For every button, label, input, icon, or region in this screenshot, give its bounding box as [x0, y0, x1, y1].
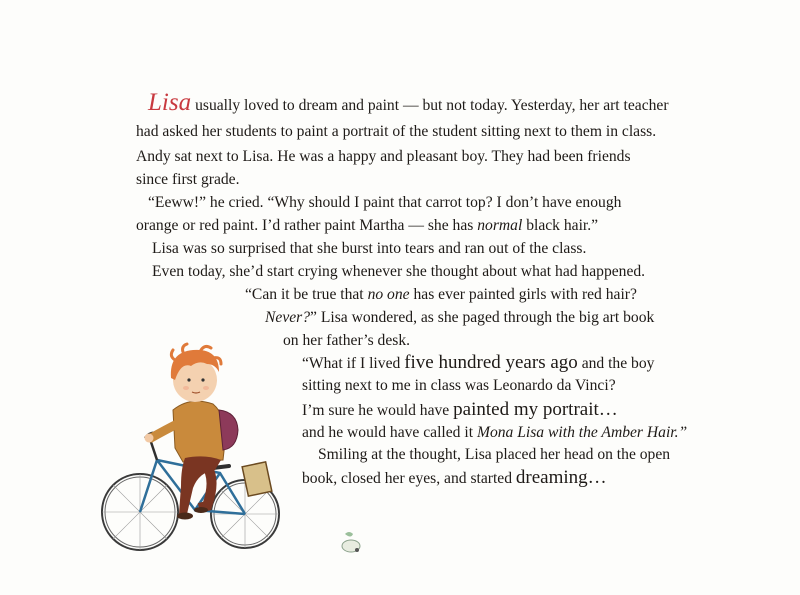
text-line-7: Lisa was so surprised that she burst into tears and ran out of the class.: [152, 240, 587, 257]
pebble-icon: [333, 522, 369, 558]
text-line-2: had asked her students to paint a portrait of the student sitting next to them in class.: [136, 123, 657, 140]
text-line-10: Never?” Lisa wondered, as she paged through the big art book: [265, 309, 655, 326]
drop-cap-name: Lisa: [148, 89, 192, 116]
text-line-3: Andy sat next to Lisa. He was a happy and pleasant boy. They had been friends: [136, 148, 631, 165]
text-line-4: since first grade.: [136, 171, 240, 188]
text-line-14: I’m sure he would have painted my portrait…: [302, 399, 618, 420]
boy-on-bicycle-illustration: [95, 338, 325, 568]
text-line-16: Smiling at the thought, Lisa placed her head on the open: [318, 446, 671, 463]
text-line-8: Even today, she’d start crying whenever she thought about what had happened.: [152, 263, 646, 280]
text-line-17: book, closed her eyes, and started dreaming…: [302, 467, 607, 488]
text-line-15: and he would have called it Mona Lisa with the Amber Hair.”: [302, 424, 688, 441]
text-line-12: “What if I lived five hundred years ago and the boy: [302, 352, 655, 373]
text-line-6: orange or red paint. I’d rather paint Martha — she has normal black hair.”: [136, 217, 599, 234]
jacket: [173, 401, 225, 462]
text-line-13: sitting next to me in class was Leonardo da Vinci?: [302, 377, 616, 394]
text-line-11: on her father’s desk.: [283, 332, 411, 349]
text-line-9: “Can it be true that no one has ever painted girls with red hair?: [245, 286, 637, 303]
book-icon: [242, 462, 272, 496]
text-line-1: Lisa usually loved to dream and paint — but not today. Yesterday, her art teacher: [148, 89, 669, 116]
text-line-5: “Eeww!” he cried. “Why should I paint that carrot top? I don’t have enough: [148, 194, 622, 211]
